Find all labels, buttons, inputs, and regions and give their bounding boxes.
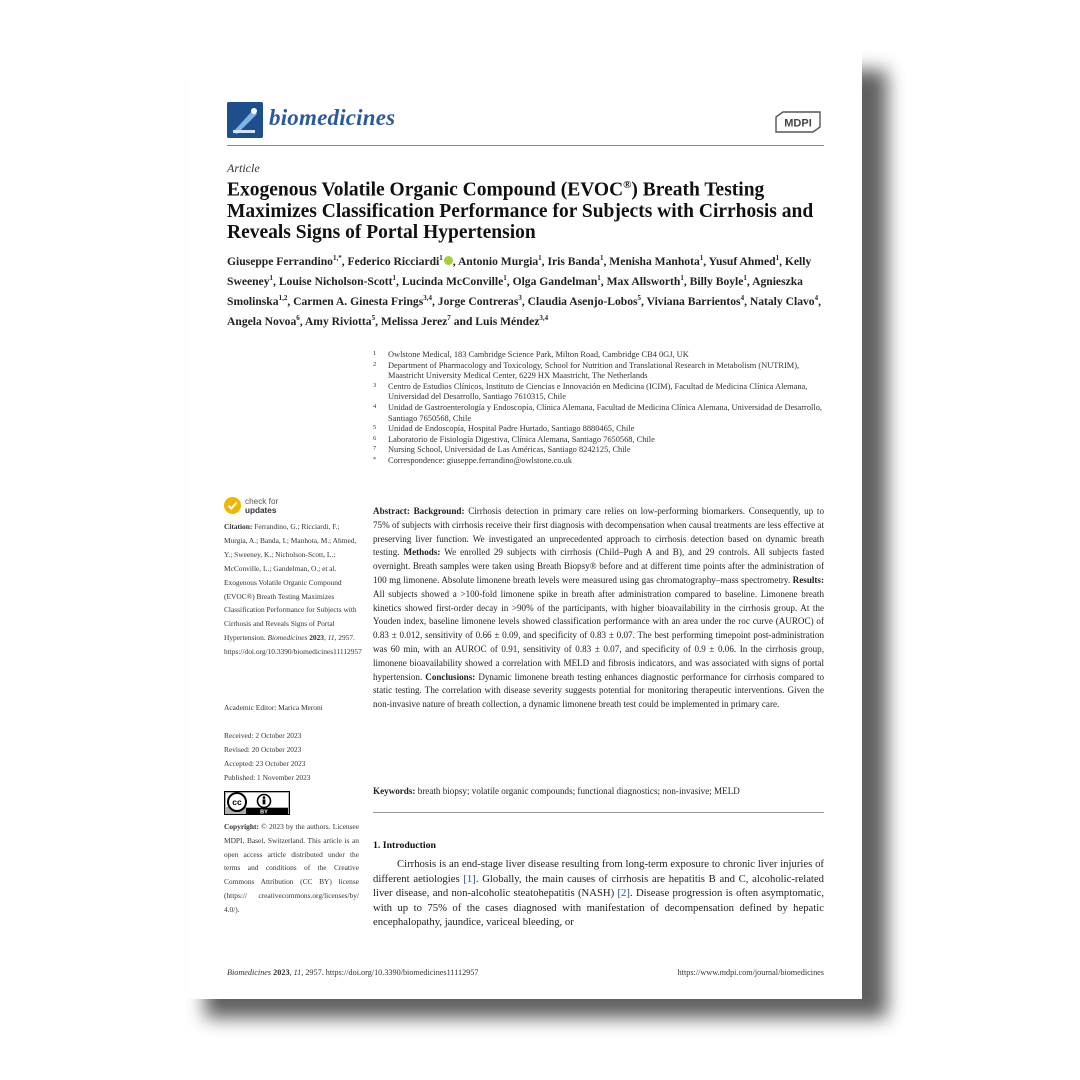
author-affiliation-marker: 6: [296, 314, 300, 323]
affiliation-text: Correspondence: giuseppe.ferrandino@owlstone.co.uk: [388, 455, 573, 465]
affiliation-item: [373, 445, 833, 456]
orcid-icon[interactable]: [444, 256, 453, 265]
cc-by-license-icon[interactable]: [224, 791, 290, 815]
author-separator: ,: [341, 254, 348, 268]
author-name: Giuseppe Ferrandino: [227, 254, 333, 268]
date-revised: Revised: 20 October 2023: [224, 745, 302, 754]
author-name: Claudia Asenjo-Lobos: [527, 294, 638, 308]
affiliation-item: [373, 350, 833, 361]
affiliation-item: [373, 456, 833, 467]
affiliation-number: 4: [373, 402, 377, 410]
author-name: Lucinda McConville: [401, 274, 504, 288]
affiliation-number: 7: [373, 445, 377, 453]
affiliation-item: [373, 435, 833, 446]
date-published: Published: 1 November 2023: [224, 773, 311, 782]
affiliation-number: 6: [373, 434, 377, 442]
affiliation-text: Laboratorio de Fisiología Digestiva, Clínica Alemana, Santiago 7650568, Chile: [388, 434, 655, 444]
reference-link-2[interactable]: [2]: [617, 887, 630, 899]
journal-name: biomedicines: [269, 105, 396, 130]
author-affiliation-marker: 1: [599, 254, 604, 262]
academic-editor: Academic Editor: Marica Meroni: [224, 703, 323, 712]
affiliation-text: Unidad de Endoscopía, Hospital Padre Hurtado, Santiago 8880465, Chile: [388, 424, 635, 434]
author-affiliation-marker: 1,2: [278, 294, 288, 303]
author-affiliation-marker: 1: [597, 274, 601, 283]
author-name: Carmen A. Ginesta Frings: [293, 294, 424, 308]
author-separator: ,: [299, 315, 305, 329]
footer-journal-url[interactable]: https://www.mdpi.com/journal/biomedicines: [677, 968, 824, 977]
author-name: Menisha Manhota: [609, 254, 700, 268]
affiliation-text: Centro de Estudios Clínicos, Instituto de Ciencias e Innovación en Medicina (ICIM), Facultad de Medicina Clínica Alemana, Universidad del Desarrollo, Santiago 7610315, Chile: [388, 381, 808, 402]
author-separator: ,: [521, 294, 528, 308]
affiliation-number: 2: [373, 360, 377, 368]
author-name: Amy Riviotta: [304, 315, 372, 329]
footer-doi-link[interactable]: , 2957. https://doi.org/10.3390/biomedicines11112957: [301, 968, 479, 977]
date-received: Received: 2 October 2023: [224, 731, 302, 740]
abstract: Abstract: Background: Cirrhosis detection in primary care relies on low-performing biomarkers. Consequently, up to 75% of subjects with cirrhosis receive their first diagnosis with decompensation when causal treatments are less effective at preserving liver function. We investigated an unprecedented approach to cirrhosis detection based on dynamic breath testing. Methods: We enrolled 29 subjects with cirrhosis (Child–Pugh A and B), and 29 controls. All subjects fasted overnight. Breath samples were taken using Breath Biopsy® before and at different time points after the administration of 100 mg limonene. Absolute limonene breath levels were measured using gas chromatography–mass spectrometry. Results: All subjects showed a >100-fold limonene spike in breath after administration compared to baseline. Limonene breath kinetics showed first-order decay in >90% of the participants, with higher bioavailability in the cirrhosis group. At the Youden index, baseline limonene levels showed classification performance with an area under the roc curve (AUROC) of 0.83 ± 0.012, sensitivity of 0.66 ± 0.09, and specificity of 0.83 ± 0.07. The best performing timepoint post-administration was 60 min, with an AUROC of 0.91, sensitivity of 0.83 ± 0.07, and specificity of 0.9 ± 0.06. In the cirrhosis group, limonene bioavailability showed a correlation with MELD and fibrosis indicators, and was associated with signs of portal hypertension. Conclusions: Dynamic limonene breath testing enhances diagnostic performance for cirrhosis compared to static testing. The correlation with disease severity suggests potential for monitoring therapeutic interventions. Given the non-invasive nature of breath collection, a dynamic limonene breath test could be implemented in primary care.: [373, 506, 825, 710]
author-list: [227, 250, 827, 330]
author-separator: ,: [744, 294, 750, 308]
author-name: Iris Banda: [547, 254, 600, 268]
citation-block: Citation: Ferrandino, G.; Ricciardi, F.; Murgia, A.; Banda, I.; Manhota, M.; Ahmed, Y.; Sweeney, K.; Nicholson-Scott, L.; McConville, L.; Gandelman, O.; et al. Exogenous Volatile Organic Compound (EVOC®) Breath Testing Maximizes Classification Performance for Subjects with Cirrhosis and Reveals Signs of Portal Hypertension. Biomedicines 2023, 11, 2957. https://doi.org/10.3390/biomedicines11112957: [224, 522, 362, 657]
author-name: Melissa Jerez: [380, 315, 448, 329]
author-name: Billy Boyle: [689, 274, 744, 288]
author-separator: ,: [683, 274, 690, 288]
cc-badge-text: cc: [232, 797, 242, 808]
author-affiliation-marker: 7: [447, 314, 451, 323]
reference-link-1[interactable]: [1]: [463, 872, 476, 885]
header-rule: [227, 145, 824, 146]
affiliations-list: [373, 350, 833, 467]
author-affiliation-marker: 1: [699, 254, 704, 262]
introduction-paragraph: Cirrhosis is an end-stage liver disease resulting from long-term exposure to chronic liver injuries of different aetiologies [1]. Globally, the main causes of cirrhosis are hepatitis B and C, alcoholic-related liver disease, and non-alcoholic steatohepatitis (NASH) [2]. Disease progression is often asymptomatic, with up to 75% of the cases diagnosed with manifestation of decompensation defined by hepatic encephalopathy, jaundice, variceal bleeding, or: [373, 858, 824, 928]
author-separator: ,: [703, 254, 709, 268]
author-affiliation-marker: 5: [637, 294, 642, 303]
journal-logo-icon: [227, 102, 263, 138]
affiliation-number: 5: [373, 424, 377, 432]
citation-doi-link[interactable]: , 2957. https://doi.org/10.3390/biomedicines11112957: [224, 633, 362, 657]
check-updates-icon: [224, 497, 241, 514]
author-affiliation-marker: 3,4: [423, 294, 432, 303]
author-separator: ,: [818, 294, 821, 308]
affiliation-item: [373, 424, 833, 435]
author-affiliation-marker: 1: [439, 254, 443, 262]
keywords: Keywords: breath biopsy; volatile organic compounds; functional diagnostics; non-invasive; MELD: [373, 786, 740, 796]
author-name: Jorge Contreras: [437, 294, 519, 308]
copyright-notice: Copyright: © 2023 by the authors. Licensee MDPI, Basel, Switzerland. This article is an open access article distributed under the terms and conditions of the Creative Commons Attribution (CC BY) license (https:// creativecommons.org/licenses/by/ 4.0/).: [224, 822, 359, 914]
author-affiliation-marker: 5: [371, 314, 376, 323]
article-title: Exogenous Volatile Organic Compound (EVOC®) Breath Testing Maximizes Classification Performance for Subjects with Cirrhosis and Reveals Signs of Portal Hypertension: [227, 179, 814, 243]
author-name: Yusuf Ahmed: [708, 254, 776, 268]
check-for-updates-button[interactable]: [224, 497, 314, 517]
affiliation-item: [373, 361, 833, 382]
author-affiliation-marker: 3: [518, 294, 522, 303]
author-name: and Luis Méndez: [453, 315, 540, 329]
affiliation-item: [373, 382, 833, 403]
author-affiliation-marker: 1: [269, 274, 274, 283]
author-name: Nataly Clavo: [749, 294, 815, 308]
author-separator: ,: [603, 254, 610, 268]
affiliation-text: Owlstone Medical, 183 Cambridge Science Park, Milton Road, Cambridge CB4 0GJ, UK: [388, 350, 689, 359]
author-name: Kelly Sweeney: [227, 254, 812, 288]
author-affiliation-marker: 3,4: [539, 314, 549, 323]
article-type: Article: [227, 161, 260, 175]
author-name: Agnieszka Smolinska: [227, 274, 803, 308]
author-affiliation-marker: 1: [680, 274, 684, 283]
paper-page: [187, 47, 862, 999]
author-separator: ,: [600, 274, 607, 288]
author-separator: ,: [431, 294, 438, 308]
author-separator: ,: [452, 254, 458, 268]
publication-dates: [224, 729, 310, 785]
affiliation-number: 3: [373, 381, 377, 389]
check-updates-label: check for updates: [245, 497, 279, 515]
author-separator: ,: [273, 274, 279, 288]
affiliation-item: [373, 403, 833, 424]
author-affiliation-marker: 1: [538, 254, 542, 262]
author-name: Angela Novoa: [227, 315, 297, 329]
mdpi-logo-icon: [773, 111, 823, 133]
date-accepted: Accepted: 23 October 2023: [224, 759, 306, 768]
author-affiliation-marker: 4: [814, 294, 819, 303]
footer-citation: Biomedicines 2023, 11, 2957. https://doi.org/10.3390/biomedicines11112957: [227, 968, 479, 977]
author-separator: ,: [779, 254, 785, 268]
author-separator: ,: [746, 274, 753, 288]
author-name: Olga Gandelman: [512, 274, 598, 288]
author-separator: ,: [541, 254, 548, 268]
author-affiliation-marker: 4: [740, 294, 745, 303]
affiliation-text: Unidad de Gastroenterología y Endoscopía, Clínica Alemana, Facultad de Medicina Clínica Alemana, Universidad de Desarrollo, Santiago 7650568, Chile: [388, 402, 822, 423]
publisher-logo-text: MDPI: [784, 117, 812, 130]
author-affiliation-marker: 1: [503, 274, 507, 283]
by-badge-text: BY: [260, 809, 268, 815]
author-separator: ,: [396, 274, 402, 288]
affiliation-text: Nursing School, Universidad de Las Américas, Santiago 8242125, Chile: [388, 445, 631, 455]
author-separator: ,: [375, 315, 381, 329]
author-separator: ,: [641, 294, 647, 308]
affiliation-number: 1: [373, 350, 377, 357]
author-name: Max Allsworth: [606, 274, 681, 288]
author-affiliation-marker: 1: [743, 274, 747, 283]
author-affiliation-marker: 1,*: [332, 254, 342, 262]
author-name: Viviana Barrientos: [646, 294, 741, 308]
author-affiliation-marker: 1: [775, 254, 780, 262]
keywords-rule: [373, 812, 824, 813]
affiliation-text: Department of Pharmacology and Toxicology, School for Nutrition and Translational Research in Metabolism (NUTRIM), Maastricht University Medical Center, 6229 HX Maastricht, The Netherlands: [388, 360, 800, 381]
author-affiliation-marker: 1: [392, 274, 397, 283]
author-separator: ,: [287, 294, 294, 308]
section-heading-introduction: 1. Introduction: [373, 840, 436, 851]
author-separator: ,: [506, 274, 513, 288]
author-name: Federico Ricciardi: [347, 254, 440, 268]
affiliation-number: *: [373, 455, 377, 463]
author-name: Antonio Murgia: [457, 254, 539, 268]
author-name: Louise Nicholson-Scott: [278, 274, 393, 288]
